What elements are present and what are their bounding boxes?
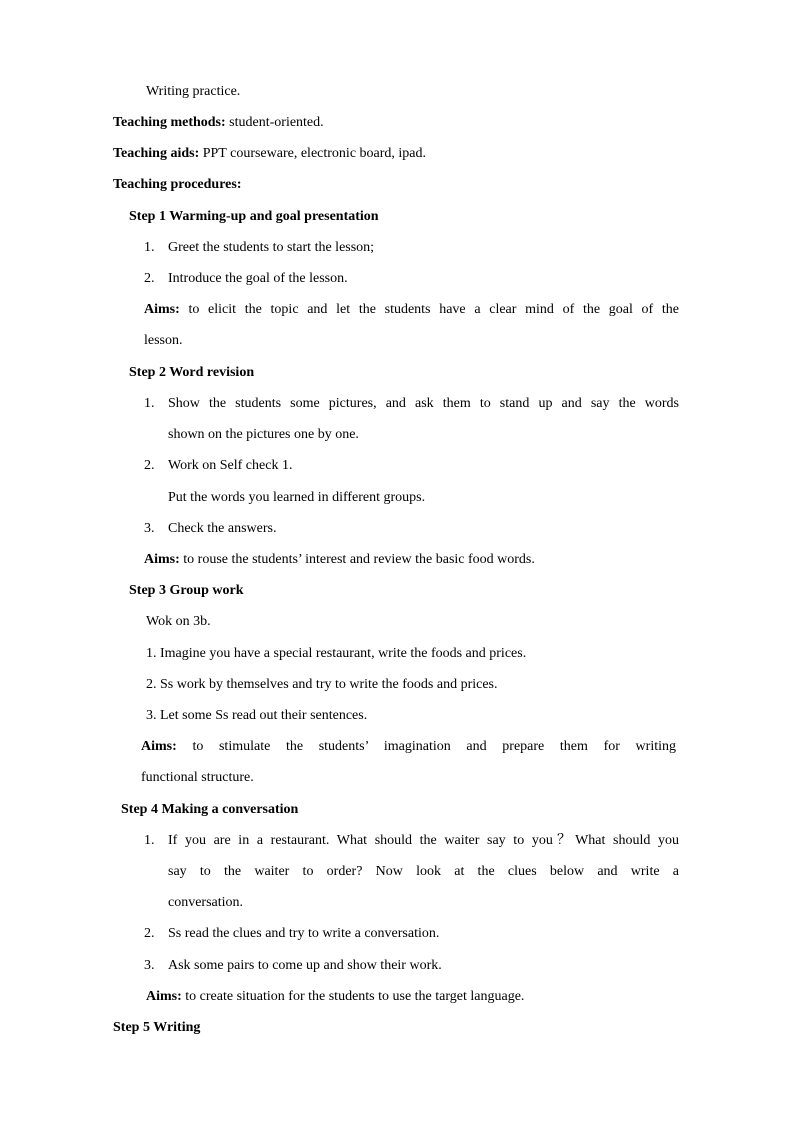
objectives-tail: Writing practice. bbox=[146, 84, 241, 99]
step2-item bbox=[144, 394, 679, 414]
step4-item-text: If you are in a restaurant. What should the waiter say to you？What should you bbox=[168, 833, 679, 848]
step3-aims-continuation: functional structure. bbox=[141, 770, 254, 785]
teaching-aids bbox=[113, 144, 426, 164]
step4-item-number: 3. bbox=[144, 958, 155, 973]
step1-heading: Step 1 Warming-up and goal presentation bbox=[129, 209, 379, 224]
step1-aims bbox=[144, 300, 679, 320]
teaching-aids-label: Teaching aids: bbox=[113, 146, 200, 161]
step4-item bbox=[144, 831, 679, 851]
step2-aims bbox=[144, 550, 535, 570]
step4-item bbox=[144, 924, 439, 944]
step5-heading: Step 5 Writing bbox=[113, 1020, 201, 1035]
teaching-methods-value: student-oriented. bbox=[225, 115, 324, 130]
procedures-heading: Teaching procedures: bbox=[113, 177, 242, 192]
step4-aims bbox=[146, 987, 524, 1007]
step4-item-number: 2. bbox=[144, 926, 155, 941]
step4-item-text: Ss read the clues and try to write a conversation. bbox=[168, 926, 440, 941]
step1-item bbox=[144, 238, 374, 258]
teaching-methods-label: Teaching methods: bbox=[113, 115, 226, 130]
step2-heading: Step 2 Word revision bbox=[129, 365, 255, 380]
step4-item bbox=[144, 956, 442, 976]
step3-aims bbox=[141, 737, 676, 757]
step3-aims-text: to stimulate the students’ imagination and prepare them for writing bbox=[176, 739, 676, 754]
step1-aims-text: to elicit the topic and let the students have a clear mind of the goal of the bbox=[179, 302, 679, 317]
teaching-methods bbox=[113, 113, 324, 133]
step2-aims-label: Aims: bbox=[144, 552, 180, 567]
step4-item-continuation: say to the waiter to order? Now look at the clues below and write a bbox=[168, 864, 679, 879]
step4-item-continuation: conversation. bbox=[168, 895, 244, 910]
step2-item-text: Work on Self check 1. bbox=[168, 458, 293, 473]
teaching-aids-value: PPT courseware, electronic board, ipad. bbox=[199, 146, 427, 161]
step1-item-number: 1. bbox=[144, 240, 155, 255]
step1-item-text: Greet the students to start the lesson; bbox=[168, 240, 375, 255]
step4-heading: Step 4 Making a conversation bbox=[121, 802, 299, 817]
step2-item bbox=[144, 519, 276, 539]
step3-heading: Step 3 Group work bbox=[129, 583, 244, 598]
step2-aims-text: to rouse the students’ interest and review the basic food words. bbox=[179, 552, 535, 567]
step2-item-number: 1. bbox=[144, 396, 155, 411]
step3-aims-label: Aims: bbox=[141, 739, 177, 754]
step1-aims-continuation: lesson. bbox=[144, 333, 183, 348]
step1-item-text: Introduce the goal of the lesson. bbox=[168, 271, 348, 286]
step2-item-number: 3. bbox=[144, 521, 155, 536]
step2-item-number: 2. bbox=[144, 458, 155, 473]
step4-aims-text: to create situation for the students to use the target language. bbox=[181, 989, 525, 1004]
step2-item bbox=[144, 456, 292, 476]
step3-item: 3. Let some Ss read out their sentences. bbox=[146, 708, 368, 723]
step2-item-continuation: shown on the pictures one by one. bbox=[168, 427, 359, 442]
step4-item-number: 1. bbox=[144, 833, 155, 848]
step1-aims-label: Aims: bbox=[144, 302, 180, 317]
step2-item-continuation: Put the words you learned in different groups. bbox=[168, 490, 426, 505]
step1-item-number: 2. bbox=[144, 271, 155, 286]
step4-aims-label: Aims: bbox=[146, 989, 182, 1004]
step3-item: 1. Imagine you have a special restaurant, write the foods and prices. bbox=[146, 646, 527, 661]
step3-intro: Wok on 3b. bbox=[146, 614, 211, 629]
step4-item-text: Ask some pairs to come up and show their work. bbox=[168, 958, 442, 973]
step2-item-text: Show the students some pictures, and ask them to stand up and say the words bbox=[168, 396, 679, 411]
step3-item: 2. Ss work by themselves and try to write the foods and prices. bbox=[146, 677, 498, 692]
step2-item-text: Check the answers. bbox=[168, 521, 277, 536]
step1-item bbox=[144, 269, 348, 289]
